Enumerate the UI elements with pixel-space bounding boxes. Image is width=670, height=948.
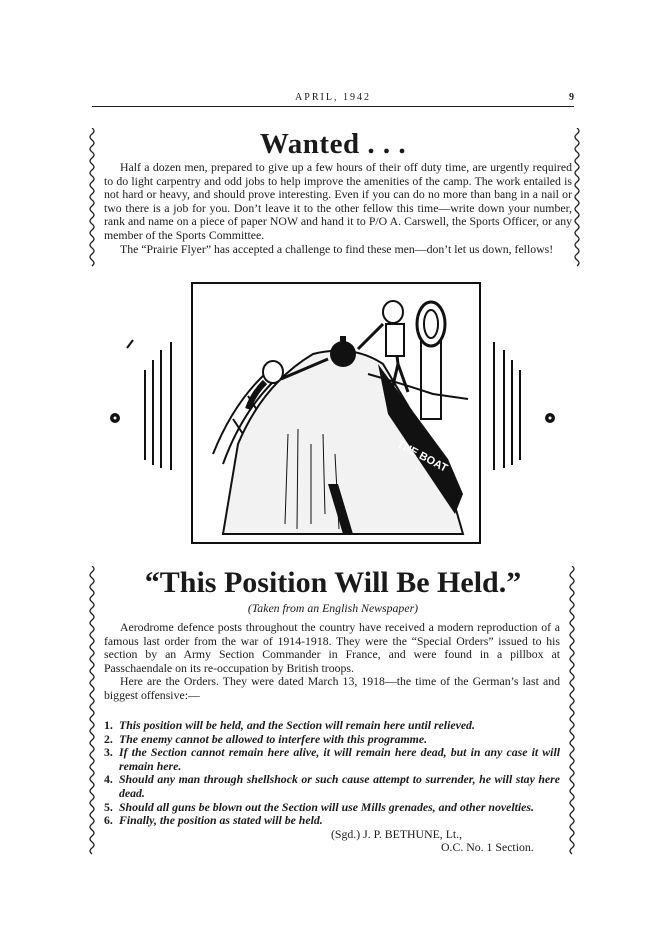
position-title: “This Position Will Be Held.”	[144, 566, 522, 599]
right-border-top-icon	[573, 128, 581, 270]
cartoon-men-pushing-ball-icon	[193, 284, 479, 542]
position-body	[104, 621, 560, 703]
wanted-title: Wanted . . .	[259, 128, 407, 160]
signature-line-1: (Sgd.) J. P. BETHUNE, Lt.,	[331, 827, 463, 841]
wanted-paragraph-1: Half a dozen men, prepared to give up a few hours of their off duty time, are urgently required to do light carpentry and odd jobs to help improve the amenities of the camp. The work entailed is not hard or heavy, and should prove interesting. Even if you can do no more than bang in a nail or two there is a job for you. Don’t leave it to the other fellow this time—write down your number, rank and name on a piece of paper NOW and hand it to P/O A. Carswell, the Sports Officer, or any member of the Sports Committee.	[104, 160, 572, 242]
order-item: 5. Should all guns be blown out the Section will use Mills grenades, and other novelties.	[104, 799, 534, 814]
signature-line-2: O.C. No. 1 Section.	[441, 840, 534, 854]
left-decorative-bars-icon	[105, 330, 177, 470]
position-paragraph-1: Aerodrome defence posts throughout the country have received a modern reproduction of a famous last order from the war of 1914-1918. They were the “Special Orders” issued to his section by an Army Section Commander in France, and were found in a pillbox at Passchaendale on its re-occupation by British troops.	[104, 620, 560, 675]
wanted-body	[104, 161, 572, 256]
order-item: 2. The enemy cannot be allowed to interfere with this programme.	[104, 731, 428, 746]
position-paragraph-2: Here are the Orders. They were dated March 13, 1918—the time of the German’s last and biggest offensive:—	[104, 674, 560, 702]
order-item: 6. Finally, the position as stated will be held.	[104, 813, 323, 828]
order-item: 4. Should any man through shellshock or such cause attempt to surrender, he will stay here dead.	[104, 772, 560, 800]
right-decorative-bars-icon	[488, 330, 560, 470]
cartoon-illustration	[191, 282, 481, 544]
order-item: 3. If the Section cannot remain here alive, it will remain here dead, but in any case it will remain here.	[104, 745, 560, 773]
header-month: APRIL, 1942	[295, 92, 371, 103]
orders-list	[104, 719, 560, 828]
page-header	[92, 92, 574, 106]
boat-label: THE BOAT	[394, 438, 450, 475]
page-number: 9	[569, 92, 574, 103]
wanted-paragraph-2: The “Prairie Flyer” has accepted a challenge to find these men—don’t let us down, fellows!	[120, 241, 554, 256]
position-subtitle: (Taken from an English Newspaper)	[247, 601, 419, 615]
order-item: 1. This position will be held, and the Section will remain here until relieved.	[104, 718, 475, 732]
header-rule	[92, 106, 574, 107]
